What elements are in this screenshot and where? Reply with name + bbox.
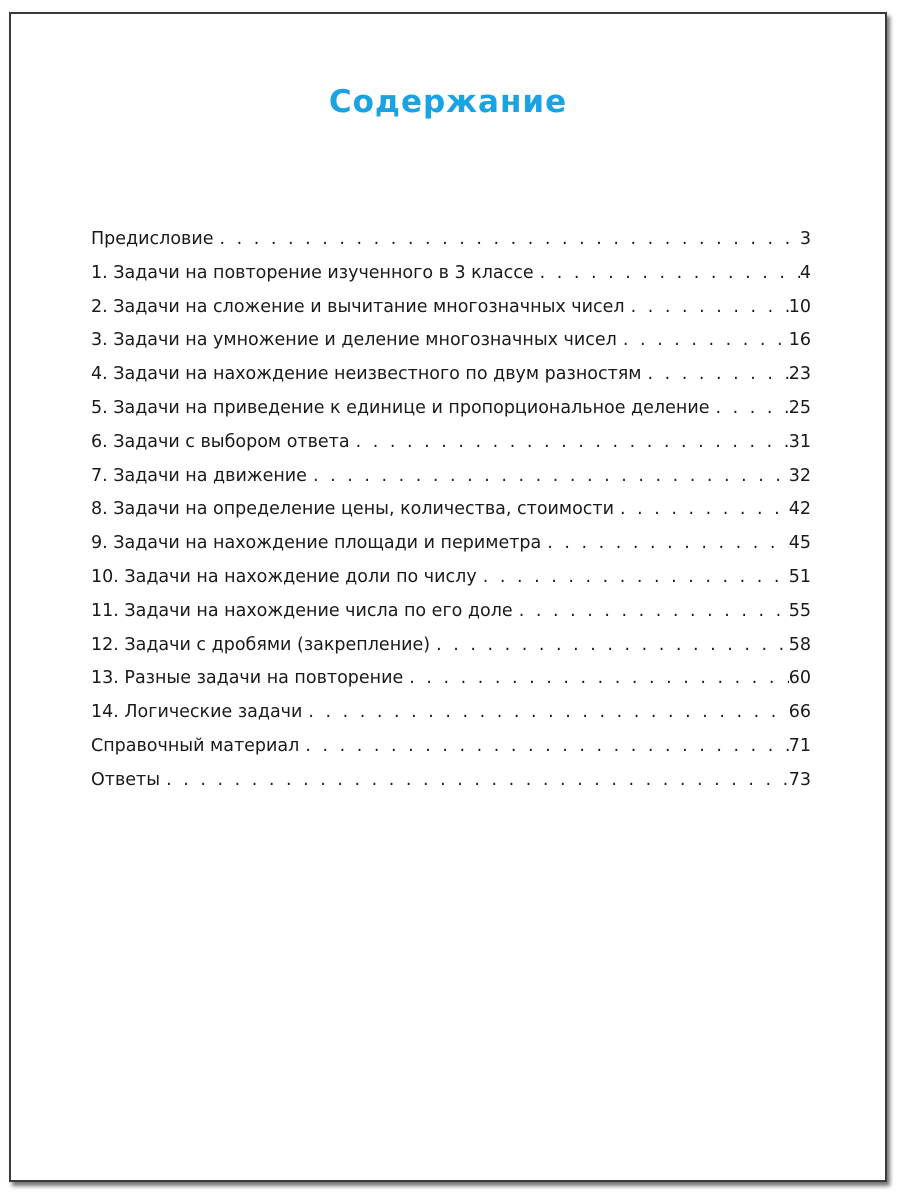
- table-of-contents: [91, 229, 811, 804]
- toc-leader-dots: [403, 668, 788, 688]
- toc-entry[interactable]: [91, 263, 811, 297]
- toc-leader-dots: [430, 635, 789, 655]
- toc-entry-page: 16: [788, 330, 811, 351]
- toc-entry-label: Ответы: [91, 769, 161, 790]
- toc-entry-label: 7. Задачи на движение: [91, 465, 307, 486]
- toc-entry-label: 13. Разные задачи на повторение: [91, 668, 404, 689]
- toc-entry-label: 10. Задачи на нахождение доли по числу: [91, 566, 477, 587]
- page-title: Содержание: [328, 84, 568, 120]
- toc-entry-label: 12. Задачи с дробями (закрепление): [91, 634, 431, 655]
- toc-leader-dots: [614, 499, 789, 519]
- toc-entry[interactable]: [91, 702, 811, 736]
- toc-entry-page: 45: [788, 533, 811, 554]
- toc-leader-dots: [534, 263, 800, 283]
- toc-entry-label: 14. Логические задачи: [91, 702, 303, 723]
- toc-entry-page: 32: [788, 465, 811, 486]
- toc-entry-label: Справочный материал: [91, 735, 300, 756]
- toc-leader-dots: [307, 466, 789, 486]
- toc-entry-label: 9. Задачи на нахождение площади и периметра: [91, 533, 542, 554]
- toc-entry-label: 11. Задачи на нахождение числа по его доле: [91, 600, 513, 621]
- toc-entry-page: 4: [799, 262, 811, 283]
- toc-entry[interactable]: [91, 330, 811, 364]
- toc-leader-dots: [299, 736, 788, 756]
- toc-leader-dots: [541, 533, 788, 553]
- toc-entry[interactable]: [91, 398, 811, 432]
- toc-entry-page: 60: [788, 668, 811, 689]
- toc-leader-dots: [160, 770, 789, 790]
- toc-entry[interactable]: [91, 770, 811, 804]
- toc-entry[interactable]: [91, 635, 811, 669]
- toc-entry-label: 6. Задачи с выбором ответа: [91, 431, 350, 452]
- toc-entry-page: 25: [788, 397, 811, 418]
- toc-entry[interactable]: [91, 736, 811, 770]
- toc-entry-label: 4. Задачи на нахождение неизвестного по двум разностям: [91, 364, 642, 385]
- document-page: [9, 12, 887, 1182]
- toc-leader-dots: [709, 398, 788, 418]
- toc-entry-page: 71: [788, 735, 811, 756]
- toc-entry[interactable]: [91, 499, 811, 533]
- toc-leader-dots: [513, 601, 789, 621]
- toc-entry-label: 8. Задачи на определение цены, количества, стоимости: [91, 499, 614, 520]
- toc-entry-label: 3. Задачи на умножение и деление многозначных чисел: [91, 330, 617, 351]
- toc-entry-page: 10: [788, 296, 811, 317]
- toc-entry-page: 23: [788, 364, 811, 385]
- toc-leader-dots: [477, 567, 789, 587]
- toc-entry[interactable]: [91, 297, 811, 331]
- toc-entry[interactable]: [91, 601, 811, 635]
- toc-leader-dots: [350, 432, 789, 452]
- toc-leader-dots: [617, 330, 789, 350]
- toc-entry[interactable]: [91, 567, 811, 601]
- toc-leader-dots: [213, 229, 799, 249]
- toc-entry-label: Предисловие: [91, 229, 214, 249]
- toc-entry[interactable]: [91, 229, 811, 263]
- toc-entry-page: 66: [788, 702, 811, 723]
- toc-entry-page: 55: [788, 600, 811, 621]
- toc-entry[interactable]: [91, 432, 811, 466]
- toc-entry-label: 5. Задачи на приведение к единице и пропорциональное деление: [91, 397, 710, 418]
- toc-entry-page: 51: [788, 566, 811, 587]
- toc-entry-page: 42: [788, 499, 811, 520]
- toc-entry-page: 3: [799, 229, 811, 249]
- toc-entry-page: 31: [788, 431, 811, 452]
- toc-entry-page: 58: [788, 634, 811, 655]
- toc-entry[interactable]: [91, 668, 811, 702]
- toc-entry-label: 1. Задачи на повторение изученного в 3 классе: [91, 262, 534, 283]
- toc-leader-dots: [625, 297, 789, 317]
- toc-entry[interactable]: [91, 533, 811, 567]
- toc-entry-page: 73: [788, 769, 811, 790]
- toc-leader-dots: [302, 702, 788, 722]
- toc-entry-label: 2. Задачи на сложение и вычитание многозначных чисел: [91, 296, 625, 317]
- toc-entry[interactable]: [91, 364, 811, 398]
- toc-leader-dots: [642, 364, 789, 384]
- toc-entry[interactable]: [91, 466, 811, 500]
